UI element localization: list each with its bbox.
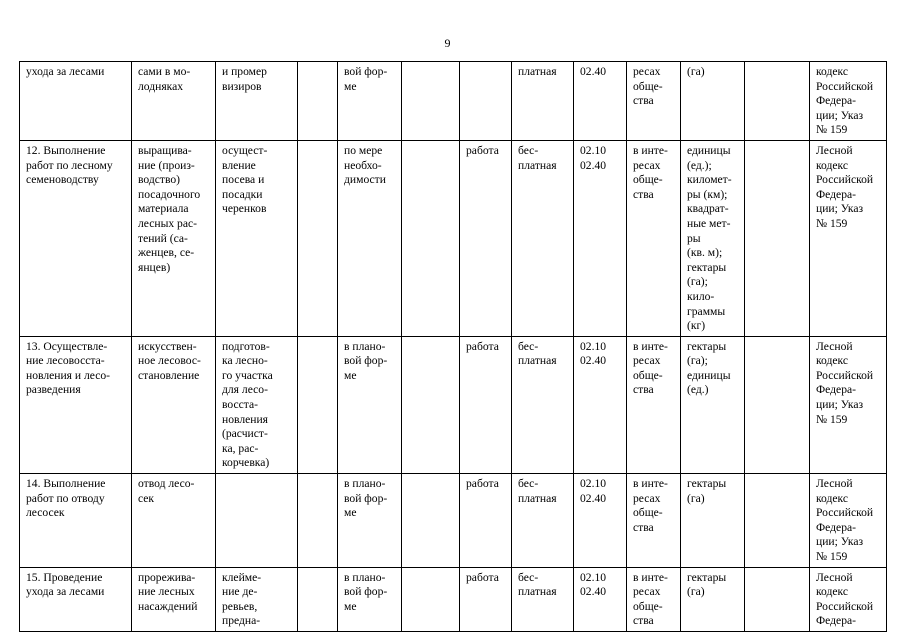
units-cell: гектары (га): [681, 474, 745, 568]
payment-cell: бес- платная: [512, 140, 574, 336]
interest-cell: в инте- ресах обще- ства: [627, 474, 681, 568]
content-cell: сами в мо- лодняках: [132, 62, 216, 141]
units-cell: (га): [681, 62, 745, 141]
conditions-cell: клейме- ние де- ревьев, предна-: [216, 567, 298, 631]
empty-cell: [402, 474, 460, 568]
empty-cell: [402, 62, 460, 141]
conditions-cell: осущест- вление посева и посадки черенков: [216, 140, 298, 336]
services-table: [19, 61, 887, 632]
table-row: [20, 474, 887, 568]
conditions-cell: и промер визиров: [216, 62, 298, 141]
content-cell: прорежива- ние лесных насаждений: [132, 567, 216, 631]
table-row: [20, 336, 887, 473]
form-cell: в плано- вой фор- ме: [338, 567, 402, 631]
code-cell: 02.10 02.40: [574, 140, 627, 336]
empty-cell: [745, 336, 810, 473]
code-cell: 02.10 02.40: [574, 336, 627, 473]
form-cell: по мере необхо- димости: [338, 140, 402, 336]
service-name-cell: 14. Выполнение работ по отводу лесосек: [20, 474, 132, 568]
content-cell: отвод лесо- сек: [132, 474, 216, 568]
table-row: [20, 62, 887, 141]
empty-cell: [745, 140, 810, 336]
empty-cell: [402, 336, 460, 473]
payment-cell: бес- платная: [512, 474, 574, 568]
type-cell: работа: [460, 140, 512, 336]
content-cell: выращива- ние (произ- водство) посадочного материала лесных рас- тений (са- женцев, се- янцев): [132, 140, 216, 336]
table-row: [20, 140, 887, 336]
type-cell: работа: [460, 336, 512, 473]
legal-basis-cell: Лесной кодекс Российской Федера-: [810, 567, 887, 631]
conditions-cell: [216, 474, 298, 568]
conditions-cell: подготов- ка лесно- го участка для лесо- восста- новления (расчист- ка, рас- корчевка): [216, 336, 298, 473]
code-cell: 02.10 02.40: [574, 474, 627, 568]
service-name-cell: ухода за лесами: [20, 62, 132, 141]
payment-cell: бес- платная: [512, 336, 574, 473]
units-cell: гектары (га); единицы (ед.): [681, 336, 745, 473]
page-number: 9: [444, 36, 451, 50]
payment-cell: бес- платная: [512, 567, 574, 631]
empty-cell: [745, 62, 810, 141]
empty-cell: [745, 567, 810, 631]
service-name-cell: 12. Выполнение работ по лесному семеноводству: [20, 140, 132, 336]
type-cell: работа: [460, 567, 512, 631]
interest-cell: в инте- ресах обще- ства: [627, 140, 681, 336]
empty-cell: [298, 567, 338, 631]
empty-cell: [298, 140, 338, 336]
interest-cell: в инте- ресах обще- ства: [627, 336, 681, 473]
form-cell: в плано- вой фор- ме: [338, 474, 402, 568]
legal-basis-cell: кодекс Российской Федера- ции; Указ № 159: [810, 62, 887, 141]
empty-cell: [745, 474, 810, 568]
legal-basis-cell: Лесной кодекс Российской Федера- ции; Указ № 159: [810, 336, 887, 473]
service-name-cell: 15. Проведение ухода за лесами: [20, 567, 132, 631]
empty-cell: [402, 567, 460, 631]
empty-cell: [298, 62, 338, 141]
type-cell: [460, 62, 512, 141]
form-cell: вой фор- ме: [338, 62, 402, 141]
table-row: [20, 567, 887, 631]
code-cell: 02.10 02.40: [574, 567, 627, 631]
code-cell: 02.40: [574, 62, 627, 141]
interest-cell: в инте- ресах обще- ства: [627, 567, 681, 631]
units-cell: гектары (га): [681, 567, 745, 631]
empty-cell: [402, 140, 460, 336]
legal-basis-cell: Лесной кодекс Российской Федера- ции; Указ № 159: [810, 474, 887, 568]
service-name-cell: 13. Осуществле- ние лесовосста- новления и лесо- разведения: [20, 336, 132, 473]
form-cell: в плано- вой фор- ме: [338, 336, 402, 473]
content-cell: искусствен- ное лесовос- становление: [132, 336, 216, 473]
payment-cell: платная: [512, 62, 574, 141]
legal-basis-cell: Лесной кодекс Российской Федера- ции; Указ № 159: [810, 140, 887, 336]
empty-cell: [298, 474, 338, 568]
type-cell: работа: [460, 474, 512, 568]
interest-cell: ресах обще- ства: [627, 62, 681, 141]
units-cell: единицы (ед.); километ- ры (км); квадрат- ные мет- ры (кв. м); гектары (га); кило- граммы (кг): [681, 140, 745, 336]
empty-cell: [298, 336, 338, 473]
